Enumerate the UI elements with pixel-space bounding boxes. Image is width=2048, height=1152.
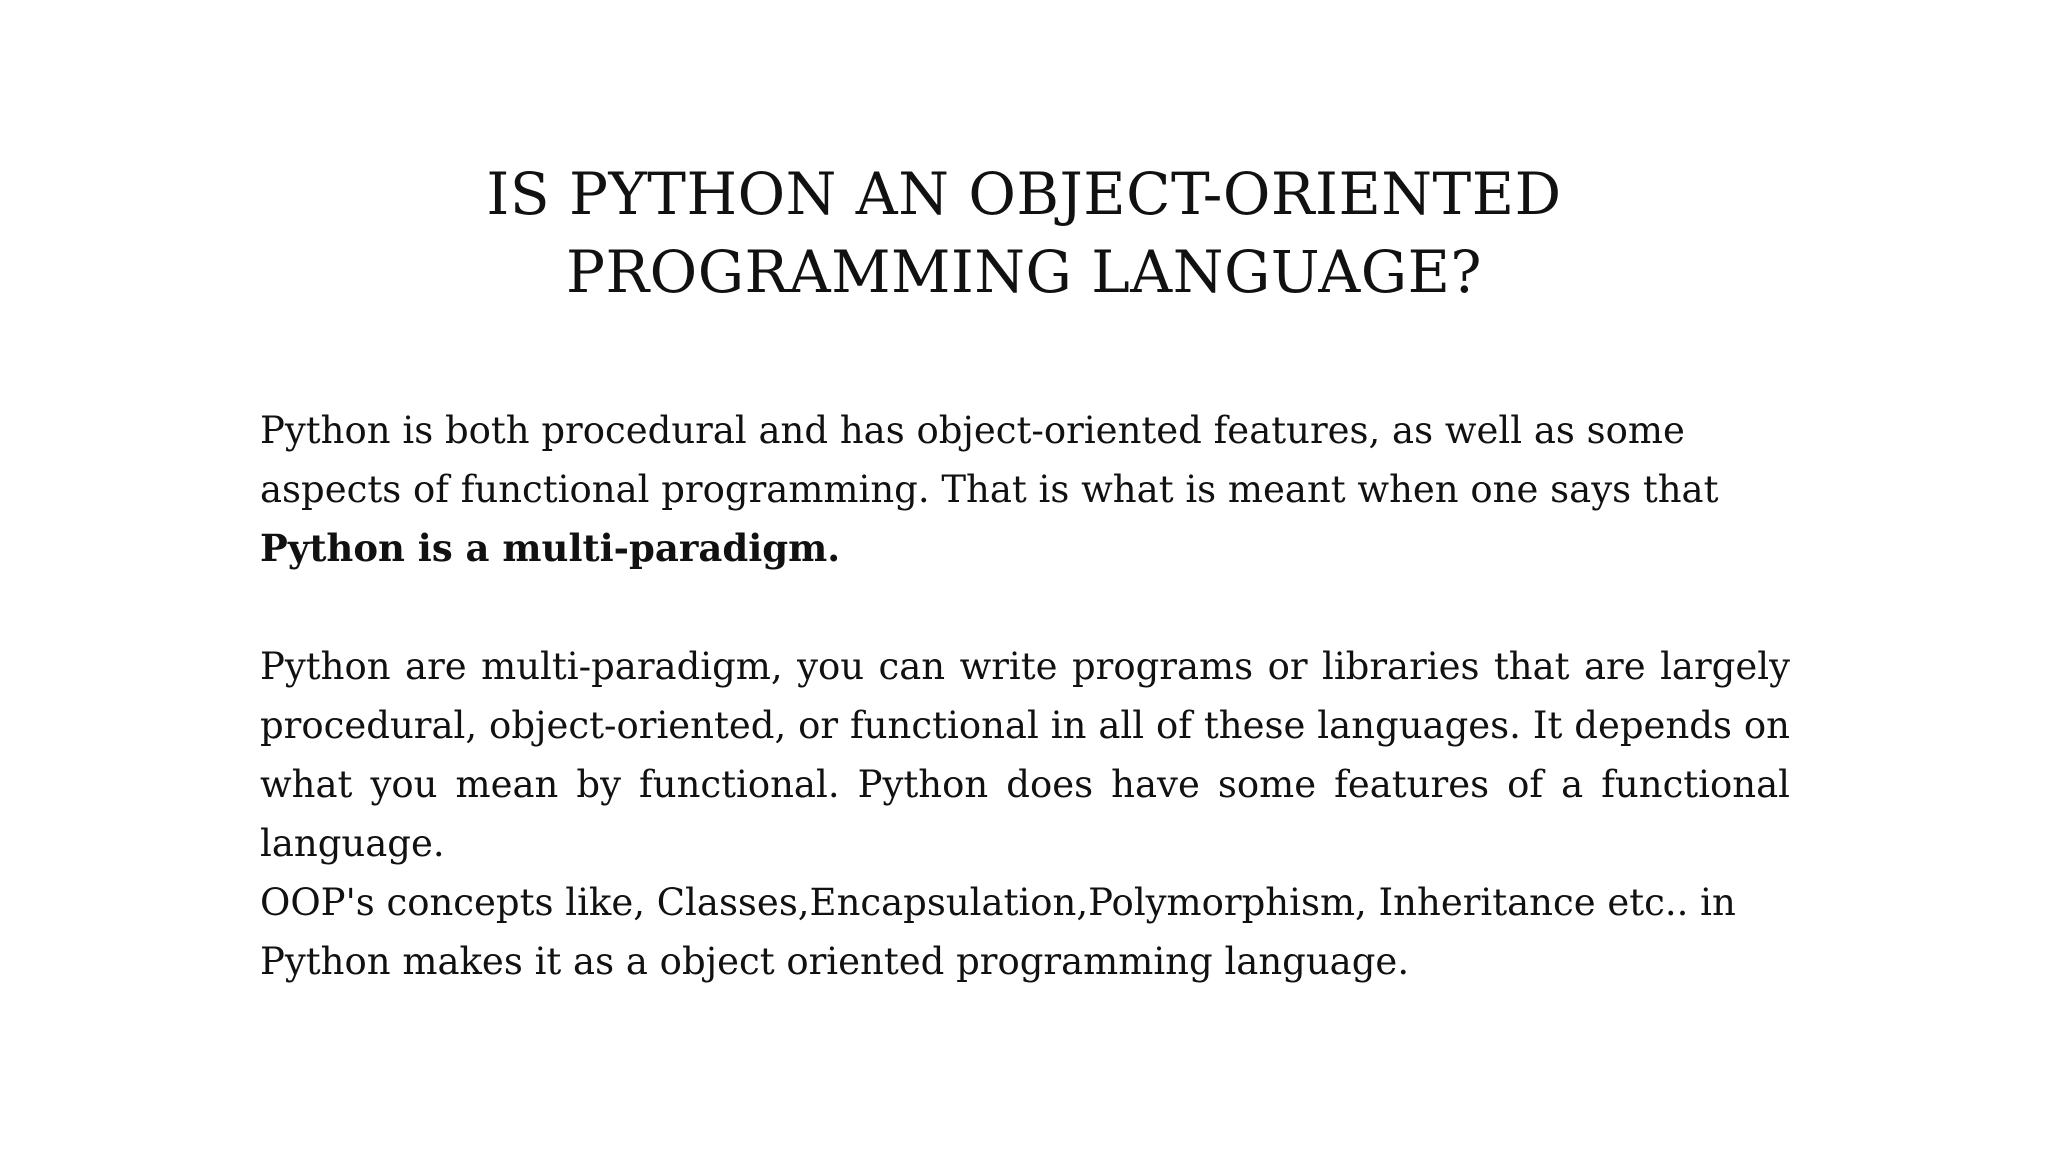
paragraph-oop-concepts: OOP's concepts like, Classes,Encapsulation,Polymorphism, Inheritance etc.. in Python makes it as a object oriented programming language. [260,881,1736,983]
paragraph-1-bold-text: Python is a multi-paradigm. [260,526,841,570]
slide-title: IS PYTHON AN OBJECT-ORIENTED PROGRAMMING LANGUAGE? [486,160,1562,306]
paragraph-multi-paradigm [260,401,1790,578]
paragraph-functional: Python are multi-paradigm, you can write programs or libraries that are largely procedural, object-oriented, or functional in all of these languages. It depends on what you mean by functional. Python does have some features of a functional language. [260,645,1790,865]
paragraph-1-text: Python is both procedural and has object-oriented features, as well as some aspects of functional programming. That is what is meant when one says that [260,409,1719,511]
